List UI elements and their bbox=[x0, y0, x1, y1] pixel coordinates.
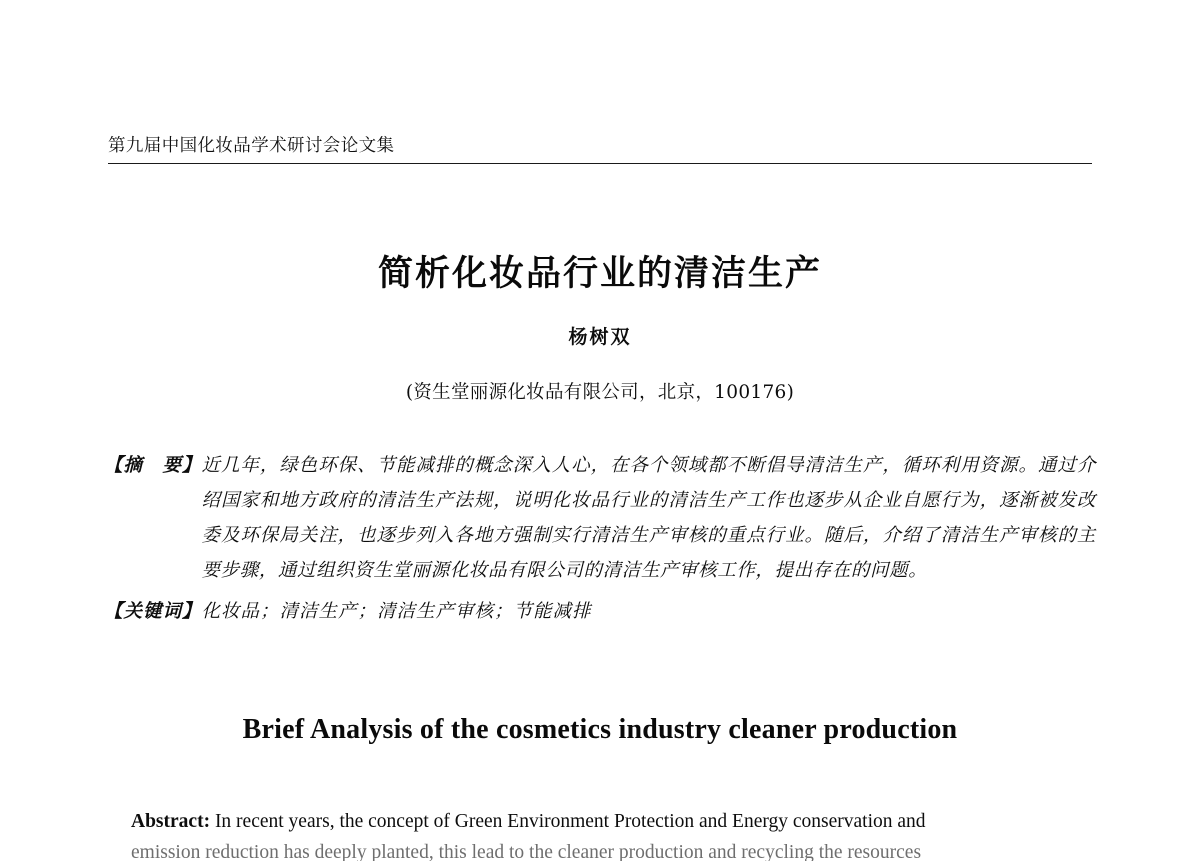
author-affiliation: (资生堂丽源化妆品有限公司，北京，100176) bbox=[405, 382, 795, 403]
chinese-abstract-text: 近几年，绿色环保、节能减排的概念深入人心，在各个领域都不断倡导清洁生产，循环利用资源。通过介绍国家和地方政府的清洁生产法规，说明化妆品行业的清洁生产工作也逐步从企业自愿行为，逐渐被发改委及环保局关注，也逐步列入各地方强制实行清洁生产审核的重点行业。随后，介绍了清洁生产审核的主要步骤，通过组织资生堂丽源化妆品有限公司的清洁生产审核工作，提出存在的问题。 bbox=[201, 455, 1096, 581]
author-name: 杨树双 bbox=[568, 326, 632, 348]
english-title: Brief Analysis of the cosmetics industry cleaner production bbox=[242, 714, 958, 745]
chinese-keywords-label: 【关键词】 bbox=[104, 601, 202, 622]
running-head bbox=[108, 132, 1092, 164]
chinese-abstract-label: 【摘 要】 bbox=[104, 455, 202, 476]
running-head-text: 第九届中国化妆品学术研讨会论文集 bbox=[108, 136, 395, 156]
page-title: 简析化妆品行业的清洁生产 bbox=[377, 254, 822, 294]
chinese-keywords-text: 化妆品；清洁生产；清洁生产审核；节能减排 bbox=[201, 601, 592, 622]
running-head-rule bbox=[108, 163, 1092, 164]
english-abstract bbox=[131, 806, 1026, 837]
chinese-abstract bbox=[104, 448, 1096, 588]
english-abstract-line2: emission reduction has deeply planted, this lead to the cleaner production and recycling the resources bbox=[131, 842, 922, 861]
english-abstract-label: Abstract: bbox=[131, 811, 211, 832]
english-abstract-line1: In recent years, the concept of Green Environment Protection and Energy conservation and bbox=[214, 811, 926, 832]
chinese-abstract-section bbox=[104, 448, 1096, 629]
chinese-keywords bbox=[104, 594, 1096, 629]
